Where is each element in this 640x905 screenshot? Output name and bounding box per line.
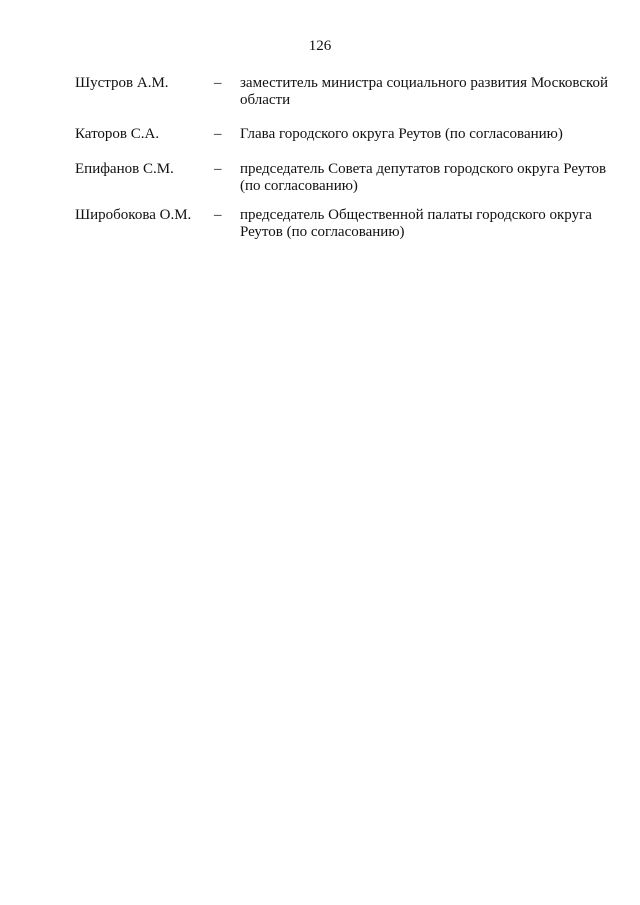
member-dash: – xyxy=(214,207,222,223)
member-role: председатель Совета депутатов городского округа Реутов (по согласованию) xyxy=(240,161,607,194)
member-dash: – xyxy=(214,75,222,91)
member-role: Глава городского округа Реутов (по согласованию) xyxy=(240,126,563,142)
member-role: заместитель министра социального развития Московской области xyxy=(240,75,609,108)
member-role: председатель Общественной палаты городского округа Реутов (по согласованию) xyxy=(240,207,592,240)
member-name: Каторов С.А. xyxy=(75,126,160,142)
member-row xyxy=(75,161,615,195)
member-name: Шустров А.М. xyxy=(75,75,169,91)
member-dash: – xyxy=(214,161,222,177)
member-name: Епифанов С.М. xyxy=(75,161,174,177)
member-row xyxy=(75,75,615,109)
member-row xyxy=(75,207,615,241)
member-name: Широбокова О.М. xyxy=(75,207,192,223)
member-list xyxy=(75,75,615,241)
member-dash: – xyxy=(214,126,222,142)
member-row xyxy=(75,126,615,143)
page-number: 126 xyxy=(308,38,332,54)
